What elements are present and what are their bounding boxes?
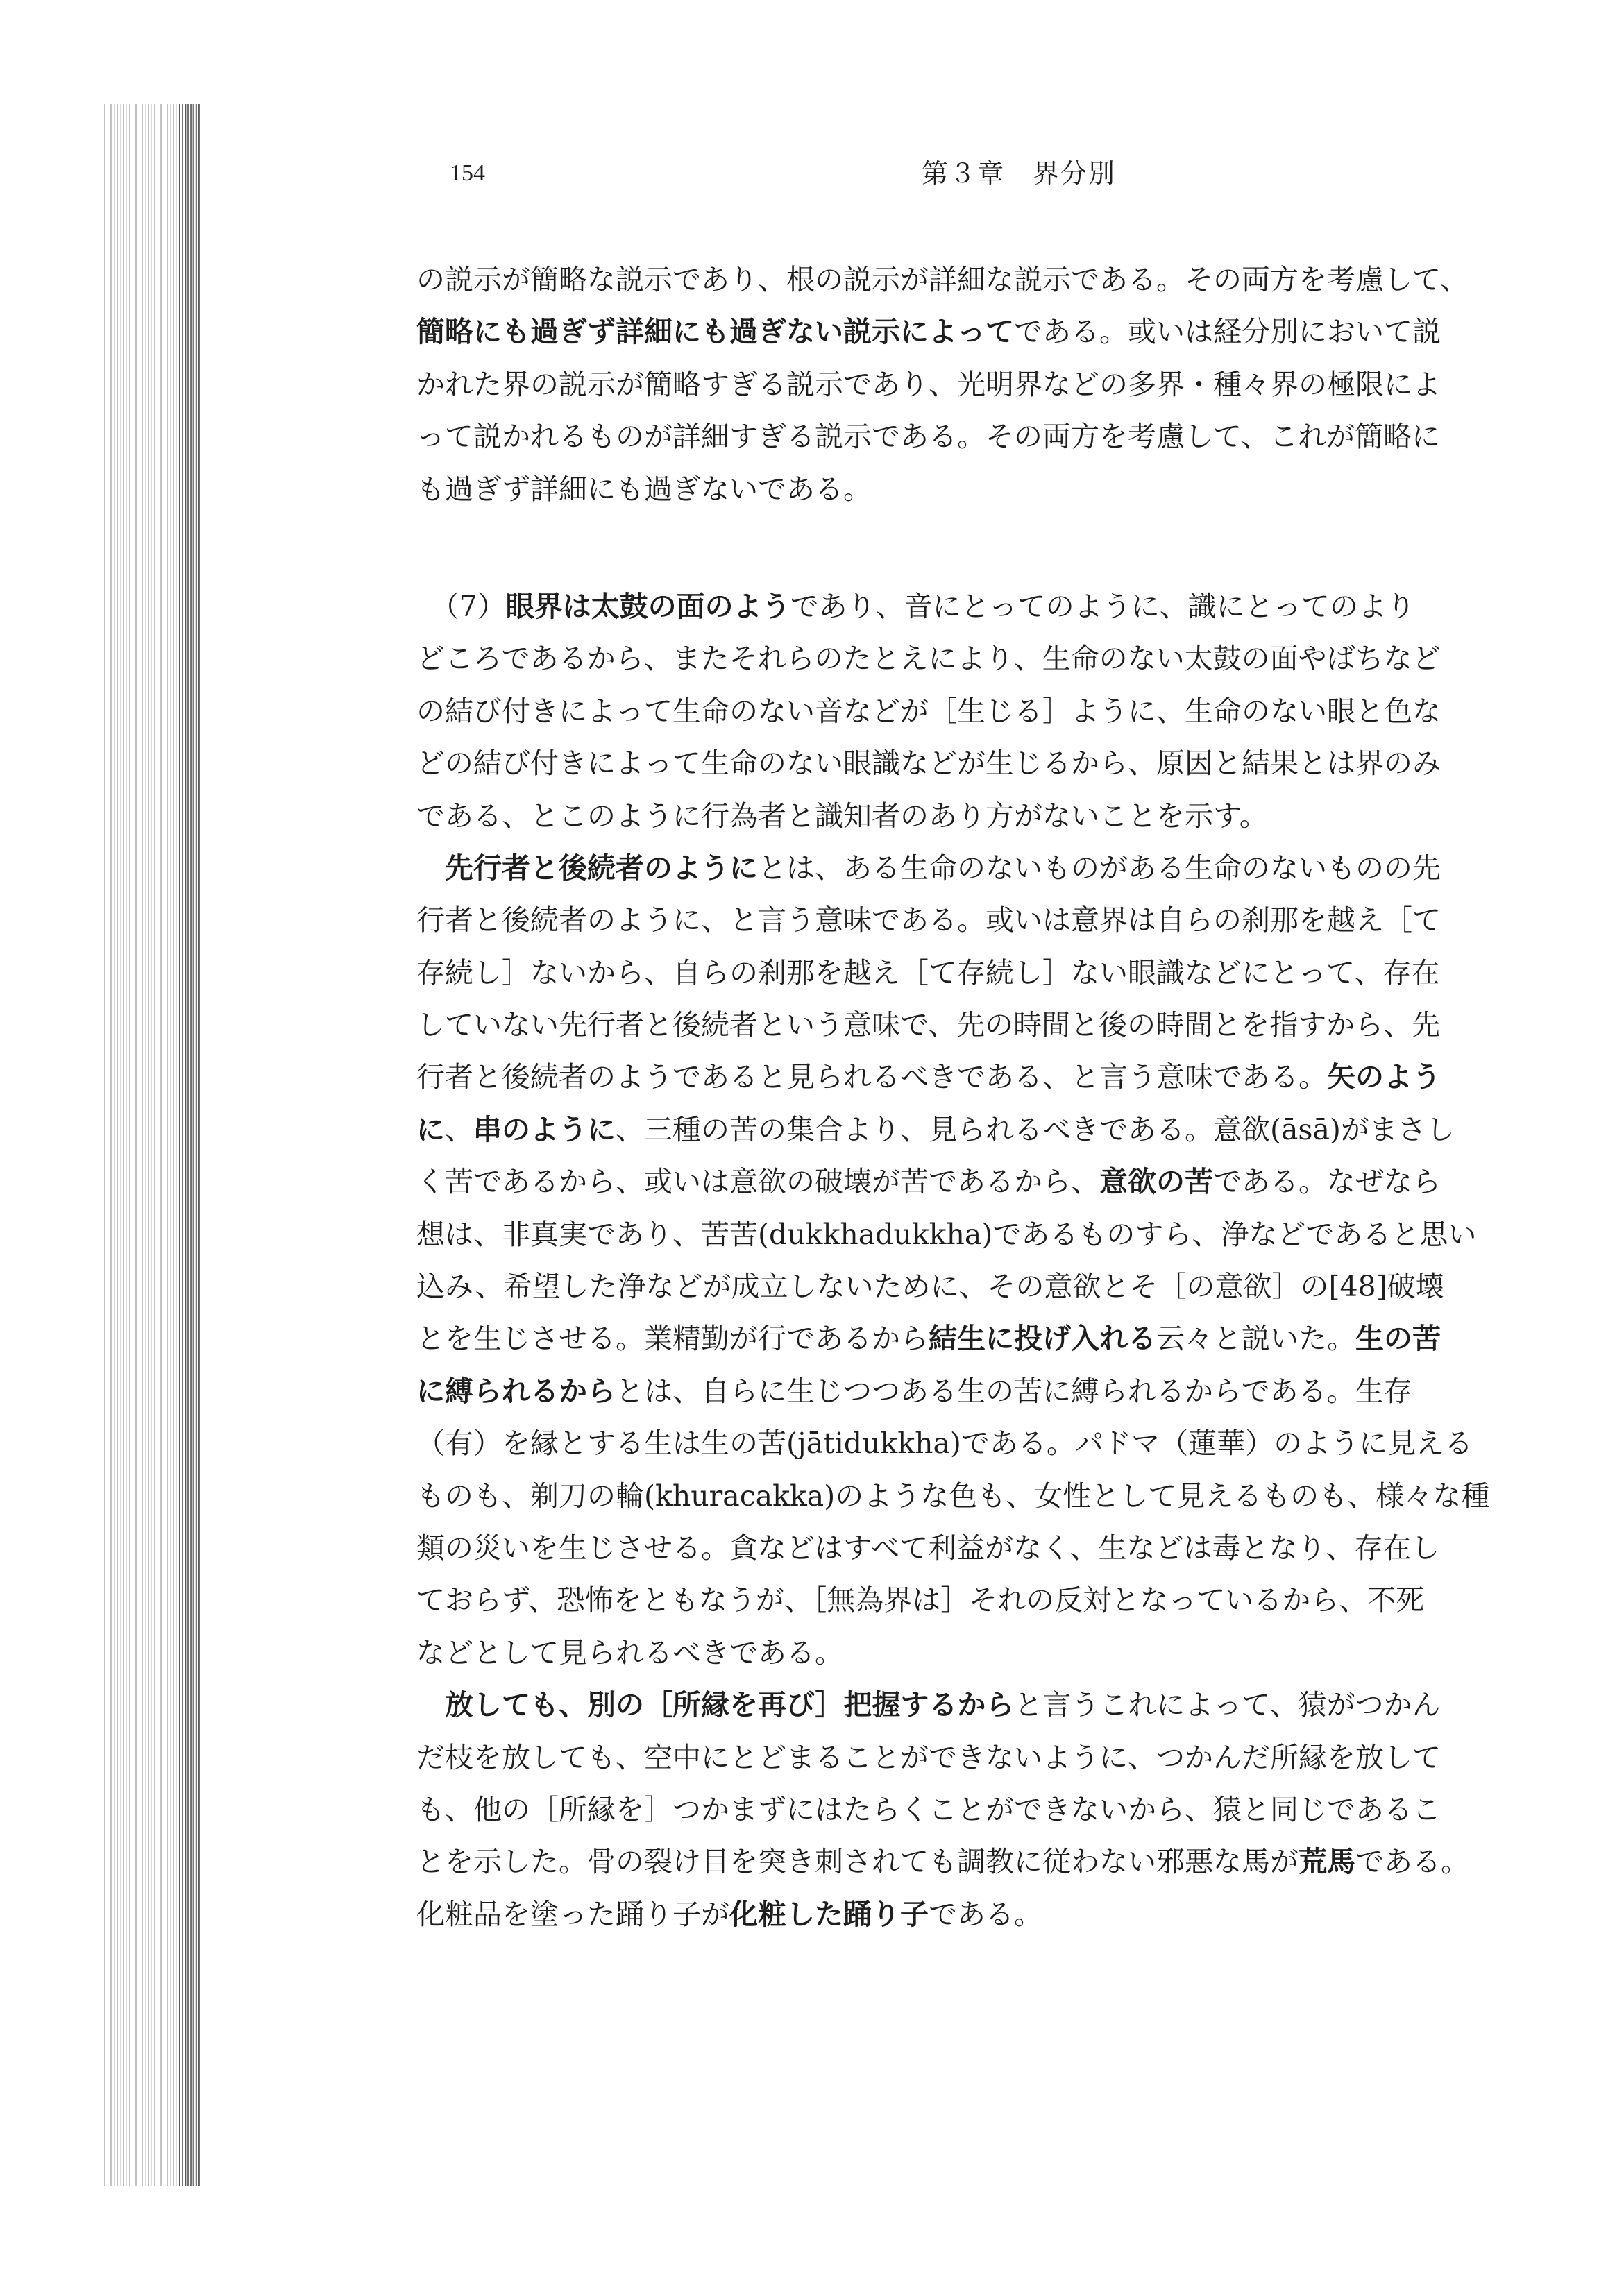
text-run xyxy=(416,1688,445,1721)
text-line xyxy=(416,1627,1614,1679)
text-line xyxy=(416,306,1614,358)
paragraph xyxy=(416,1679,1614,1941)
text-run: （7） xyxy=(416,589,506,623)
text-run xyxy=(416,851,445,885)
text-run: 類の災いを生じさせる。貪などはすべて利益がなく、生などは毒となり、存在し xyxy=(416,1531,1440,1565)
text-run: （有）を縁とする生は生の苦(jātidukkha)である。パドマ（蓮華）のように見える xyxy=(416,1427,1473,1461)
text-run: であり、音にとってのように、識にとってのより xyxy=(790,589,1415,623)
text-run: 込み、希望した浄などが成立しないために、その意欲とそ［の意欲］の[48]破壊 xyxy=(416,1270,1444,1304)
text-line xyxy=(416,581,1614,633)
bold-term: 矢のよう xyxy=(1327,1060,1441,1094)
text-line xyxy=(416,686,1614,738)
text-run: かれた界の説示が簡略すぎる説示であり、光明界などの多界・種々界の極限によ xyxy=(416,367,1441,401)
text-line xyxy=(416,1889,1614,1941)
text-line xyxy=(416,894,1614,946)
text-run: ものも、剃刀の輪(khuracakka)のような色も、女性として見えるものも、様々な種 xyxy=(416,1479,1490,1513)
text-run: である。或いは経分別において説 xyxy=(1014,315,1441,349)
text-line xyxy=(416,738,1614,790)
text-run: などとして見られるべきである。 xyxy=(416,1635,843,1669)
text-line xyxy=(416,947,1614,999)
paragraph xyxy=(416,842,1614,1679)
text-line xyxy=(416,1261,1614,1313)
text-run: って説かれるものが詳細すぎる説示である。その両方を考慮して、これが簡略に xyxy=(416,420,1441,454)
text-line xyxy=(416,1470,1614,1522)
bold-term: 荒馬 xyxy=(1299,1845,1355,1879)
text-line xyxy=(416,359,1614,411)
text-run: ておらず、恐怖をともなうが、［無為界は］それの反対となっているから、不死 xyxy=(416,1583,1425,1617)
text-line xyxy=(416,633,1614,685)
text-run: も、他の［所縁を］つかまずにはたらくことができないから、猿と同じであるこ xyxy=(416,1792,1441,1826)
body-text xyxy=(416,254,1614,1941)
text-run: 、 xyxy=(445,1112,473,1146)
text-line xyxy=(416,999,1614,1051)
text-line xyxy=(416,1104,1614,1156)
text-run: とを示した。骨の裂け目を突き刺されても調教に従わない邪悪な馬が xyxy=(416,1845,1299,1879)
paragraph xyxy=(416,581,1614,842)
paragraph-gap xyxy=(416,516,1614,581)
text-line xyxy=(416,1679,1614,1731)
text-line xyxy=(416,1418,1614,1470)
text-run: 存続し］ないから、自らの刹那を越え［て存続し］ない眼識などにとって、存在 xyxy=(416,955,1440,989)
bold-term: 意欲の苦 xyxy=(1099,1165,1213,1199)
text-run: 行者と後続者のように、と言う意味である。或いは意界は自らの刹那を越え［て xyxy=(416,903,1441,937)
text-line xyxy=(416,464,1614,516)
bold-term: 生の苦 xyxy=(1355,1322,1441,1356)
text-run: どころであるから、またそれらのたとえにより、生命のない太鼓の面やばちなど xyxy=(416,642,1441,676)
bold-term: 結生に投げ入れる xyxy=(929,1322,1156,1356)
text-run: である。なぜなら xyxy=(1213,1165,1441,1199)
text-run: である。 xyxy=(929,1897,1042,1931)
text-run: 行者と後続者のようであると見られるべきである、と言う意味である。 xyxy=(416,1060,1327,1094)
text-run: の説示が簡略な説示であり、根の説示が詳細な説示である。その両方を考慮して、 xyxy=(416,263,1469,296)
text-run: とを生じさせる。業精勤が行であるから xyxy=(416,1322,929,1356)
bold-term: 放しても、別の［所縁を再び］把握するから xyxy=(445,1688,1015,1722)
text-line xyxy=(416,1574,1614,1626)
bold-term: 眼界は太鼓の面のよう xyxy=(505,589,790,623)
running-head: 第３章 界分別 xyxy=(922,158,1117,189)
text-run: である。 xyxy=(1355,1845,1469,1879)
text-line xyxy=(416,790,1614,842)
text-run: とは、自らに生じつつある生の苦に縛られるからである。生存 xyxy=(616,1374,1412,1408)
text-run: どの結び付きによって生命のない眼識などが生じるから、原因と結果とは界のみ xyxy=(416,747,1441,781)
text-run: だ枝を放しても、空中にとどまることができないように、つかんだ所縁を放して xyxy=(416,1740,1441,1774)
bold-term: 簡略にも過ぎず詳細にも過ぎない説示によって xyxy=(416,315,1014,349)
text-line xyxy=(416,1051,1614,1103)
text-line xyxy=(416,1366,1614,1418)
text-run: 云々と説いた。 xyxy=(1156,1322,1355,1356)
text-line xyxy=(416,1732,1614,1784)
text-run: 、三種の苦の集合より、見られるべきである。意欲(āsā)がまさし xyxy=(616,1112,1455,1146)
bold-term: 化粧した踊り子 xyxy=(729,1897,929,1931)
text-run: と言うこれによって、猿がつかん xyxy=(1014,1688,1441,1722)
bold-term: に xyxy=(416,1112,445,1146)
bold-term: に縛られるから xyxy=(416,1374,616,1408)
text-run: していない先行者と後続者という意味で、先の時間と後の時間とを指すから、先 xyxy=(416,1008,1441,1042)
text-run: く苦であるから、或いは意欲の破壊が苦であるから、 xyxy=(416,1165,1099,1199)
text-line xyxy=(416,1784,1614,1836)
text-run: とは、ある生命のないものがある生命のないものの先 xyxy=(758,851,1441,885)
text-run: の結び付きによって生命のない音などが［生じる］ように、生命のない眼と色な xyxy=(416,694,1441,728)
text-line xyxy=(416,1209,1614,1261)
text-line xyxy=(416,1156,1614,1208)
text-run: である、とこのように行為者と識知者のあり方がないことを示す。 xyxy=(416,799,1268,833)
text-line xyxy=(416,411,1614,463)
text-line xyxy=(416,1522,1614,1574)
text-run: 化粧品を塗った踊り子が xyxy=(416,1897,729,1931)
bold-term: 串のように xyxy=(473,1112,616,1146)
page-number: 154 xyxy=(450,160,485,186)
book-gutter-edge xyxy=(179,104,201,2186)
text-run: 想は、非真実であり、苦苦(dukkhadukkha)であるものすら、浄などであると思い xyxy=(416,1217,1477,1251)
bold-term: 先行者と後続者のように xyxy=(445,851,758,885)
text-line xyxy=(416,842,1614,894)
paragraph xyxy=(416,254,1614,516)
text-run: も過ぎず詳細にも過ぎないである。 xyxy=(416,472,872,506)
page-header xyxy=(450,154,1623,196)
text-line xyxy=(416,1836,1614,1888)
text-line xyxy=(416,1313,1614,1365)
text-line xyxy=(416,254,1614,306)
